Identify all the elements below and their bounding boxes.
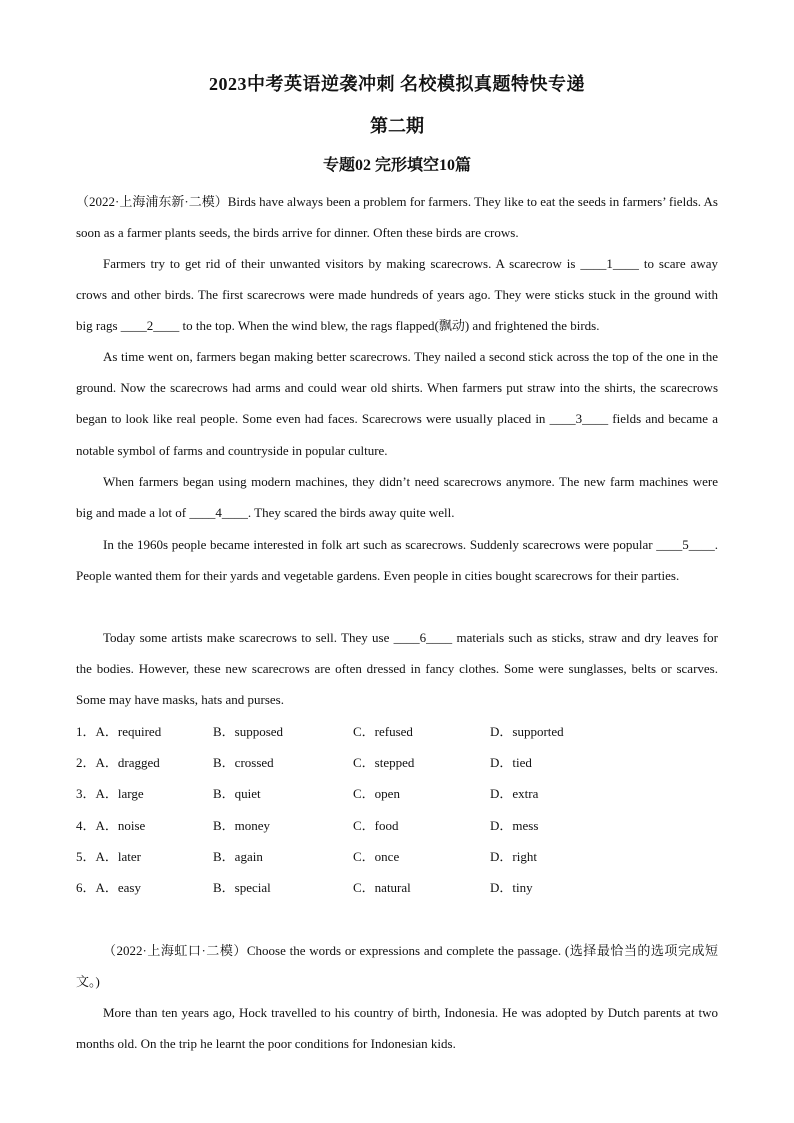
question-row <box>76 841 718 872</box>
passage1-paragraph-3: As time went on, farmers began making better scarecrows. They nailed a second stick across the top of the one in the ground. Now the scarecrows had arms and could wear old shirts. When farmers put straw into the shirts, the scarecrows began to look like real people. Some even had faces. Scarecrows were usually placed in ____3____ fields and became a notable symbol of farms and countryside in popular culture. <box>76 349 718 458</box>
passage1-options <box>76 716 718 903</box>
question-row <box>76 778 718 809</box>
question-row <box>76 872 718 903</box>
passage1-paragraph-2: Farmers try to get rid of their unwanted visitors by making scarecrows. A scarecrow is ____1____ to scare away crows and other birds. The first scarecrows were made hundreds of years ago. They were sticks stuck in the ground with big rags ____2____ to the top. When the wind blew, the rags flapped(飘动) and frightened the birds. <box>76 256 718 334</box>
passage2-paragraph-1: More than ten years ago, Hock travelled to his country of birth, Indonesia. He was adopted by Dutch parents at two months old. On the trip he learnt the poor conditions for Indonesian kids. <box>76 1005 718 1052</box>
option-c[interactable]: C．refused <box>353 724 413 739</box>
passage1-paragraph-1: （2022·上海浦东新·二模）Birds have always been a problem for farmers. They like to eat the seeds in farmers’ fields. As soon as a farmer plants seeds, the birds arrive for dinner. Often these birds are crows. <box>76 194 718 241</box>
option-a[interactable]: 1．A．required <box>76 724 162 739</box>
option-d[interactable]: D．supported <box>490 724 564 739</box>
topic-title: 专题02 完形填空10篇 <box>322 157 471 174</box>
option-b[interactable]: B．quiet <box>213 786 261 802</box>
passage1-paragraph-6: Today some artists make scarecrows to sell. They use ____6____ materials such as sticks, straw and dry leaves for the bodies. However, these new scarecrows are often dressed in fancy clothes. Some were sunglasses, belts or scarves. Some may have masks, hats and purses. <box>76 630 718 708</box>
question-row <box>76 716 718 747</box>
option-b[interactable]: B．crossed <box>213 755 274 771</box>
option-b[interactable]: B．again <box>213 848 263 864</box>
passage1-paragraph-4: When farmers began using modern machines, they didn’t need scarecrows anymore. The new farm machines were big and made a lot of ____4____. They scared the birds away quite well. <box>76 474 718 521</box>
option-d[interactable]: D．right <box>490 848 537 864</box>
option-c[interactable]: C．stepped <box>353 755 415 771</box>
option-a[interactable]: 5．A．later <box>76 848 141 864</box>
option-c[interactable]: C．once <box>353 848 400 864</box>
option-b[interactable]: B．special <box>213 879 271 895</box>
option-a[interactable]: 6．A．easy <box>76 879 141 895</box>
option-a[interactable]: 3．A．large <box>76 786 144 802</box>
option-a[interactable]: 4．A．noise <box>76 817 146 833</box>
question-row <box>76 747 718 778</box>
option-c[interactable]: C．food <box>353 817 399 833</box>
question-row <box>76 810 718 841</box>
option-b[interactable]: B．money <box>213 817 271 833</box>
option-d[interactable]: D．tiny <box>490 879 533 895</box>
option-c[interactable]: C．natural <box>353 879 411 895</box>
passage1-paragraph-5: In the 1960s people became interested in folk art such as scarecrows. Suddenly scarecrows were popular ____5____. People wanted them for their yards and vegetable gardens. Even people in cities bought scarecrows for their parties. <box>76 537 718 584</box>
issue-title: 第二期 <box>370 116 424 136</box>
option-d[interactable]: D．mess <box>490 817 539 833</box>
option-d[interactable]: D．extra <box>490 786 539 802</box>
option-a[interactable]: 2．A．dragged <box>76 755 160 771</box>
document-title: 2023中考英语逆袭冲刺 名校模拟真题特快专递 <box>209 74 585 94</box>
option-d[interactable]: D．tied <box>490 755 532 771</box>
passage2-intro: （2022·上海虹口·二模）Choose the words or expressions and complete the passage. (选择最恰当的选项完成短文。) <box>76 943 718 990</box>
option-b[interactable]: B．supposed <box>213 724 284 739</box>
option-c[interactable]: C．open <box>353 786 400 802</box>
